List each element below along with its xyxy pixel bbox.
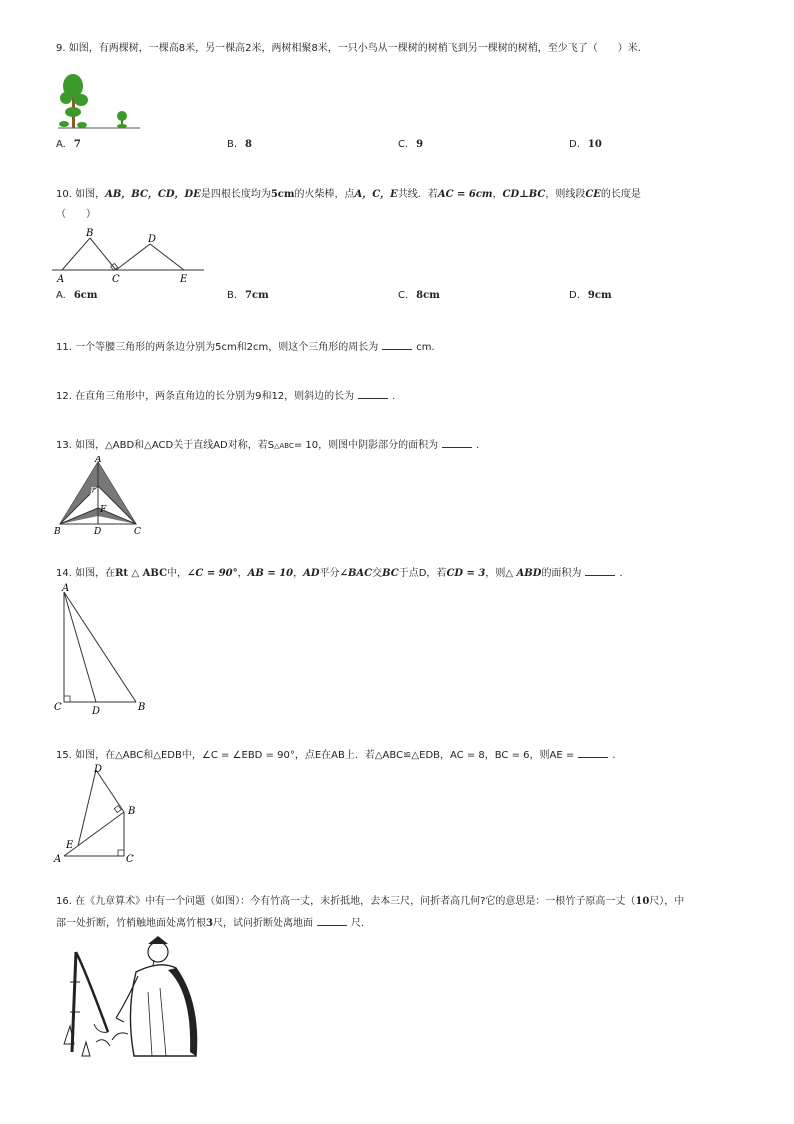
svg-text:E: E xyxy=(66,840,74,851)
q10-paren: （ ） xyxy=(56,209,96,220)
q10-option-c[interactable]: C. 8cm xyxy=(398,290,440,301)
svg-text:D: D xyxy=(92,706,101,717)
q15-answer-blank[interactable] xyxy=(578,748,608,758)
q9-option-a[interactable]: A. 7 xyxy=(56,139,81,150)
svg-text:E: E xyxy=(90,487,97,497)
svg-text:C: C xyxy=(134,527,141,537)
q15-congruent-triangles-figure xyxy=(52,762,148,866)
q10-option-a[interactable]: A. 6cm xyxy=(56,290,98,301)
q16-answer-blank[interactable] xyxy=(317,916,347,926)
q10-text: 10. 如图，AB，BC，CD，DE是四根长度均为5cm的火柴棒，点A，C，E共线．若AC = 6cm，CD⊥BC，则线段CE的长度是 xyxy=(56,189,641,200)
bamboo-scholar-illustration xyxy=(56,932,204,1060)
q13-answer-blank[interactable] xyxy=(442,438,472,448)
q11-answer-blank[interactable] xyxy=(382,340,412,350)
svg-text:C: C xyxy=(126,854,134,865)
q10-option-d[interactable]: D. 9cm xyxy=(569,290,612,301)
label-E: E xyxy=(180,274,188,285)
q12-text: 12. 在直角三角形中，两条直角边的长分别为9和12，则斜边的长为 . xyxy=(56,391,396,402)
label-B: B xyxy=(86,228,94,239)
q9-option-c[interactable]: C. 9 xyxy=(398,139,424,150)
label-D: D xyxy=(148,234,157,245)
svg-text:A: A xyxy=(95,456,102,465)
svg-text:B: B xyxy=(128,806,136,817)
svg-text:A: A xyxy=(54,854,62,865)
q9-option-d[interactable]: D. 10 xyxy=(569,139,602,150)
svg-text:F: F xyxy=(100,505,107,515)
q10-matchstick-figure xyxy=(52,224,208,286)
q10-option-b[interactable]: B. 7cm xyxy=(227,290,269,301)
q11-text: 11. 一个等腰三角形的两条边分别为5cm和2cm，则这个三角形的周长为 cm. xyxy=(56,342,435,353)
svg-text:D: D xyxy=(94,527,102,537)
q12-answer-blank[interactable] xyxy=(358,389,388,399)
q14-right-triangle-figure xyxy=(52,582,156,718)
q14-text: 14. 如图，在Rt △ ABC中，∠C = 90°，AB = 10，AD平分∠BAC交BC于点D，若CD = 3，则△ ABD的面积为 . xyxy=(56,568,623,579)
q9-text: 9. 如图，有两棵树，一棵高8米，另一棵高2米，两树相聚8米，一只小鸟从一棵树的树梢飞到另一棵树的树梢，至少飞了（ ）米. xyxy=(56,43,641,54)
svg-text:B: B xyxy=(138,702,146,713)
label-A: A xyxy=(57,274,65,285)
svg-text:D: D xyxy=(94,764,103,775)
svg-text:A: A xyxy=(62,583,70,594)
q16-line1: 16. 在《九章算术》中有一个问题（如图）：今有竹高一丈，末折抵地，去本三尺，问折者高几何?它的意思是：一根竹子原高一丈（10尺），中 xyxy=(56,896,685,907)
q16-line2: 部一处折断，竹梢触地面处离竹根3尺，试问折断处离地面 尺. xyxy=(56,918,365,929)
svg-text:C: C xyxy=(54,702,62,713)
svg-text:B: B xyxy=(54,527,61,537)
trees-illustration xyxy=(56,64,146,134)
q14-answer-blank[interactable] xyxy=(585,566,615,576)
q13-shaded-triangle-figure xyxy=(52,456,148,538)
q9-option-b[interactable]: B. 8 xyxy=(227,139,253,150)
label-C: C xyxy=(112,274,120,285)
q15-text: 15. 如图，在△ABC和△EDB中，∠C = ∠EBD = 90°，点E在AB上．若△ABC≌△EDB，AC = 8，BC = 6，则AE = . xyxy=(56,750,616,761)
q13-text: 13. 如图，△ABD和△ACD关于直线AD对称，若S△ABC= 10，则图中阴影部分的面积为 . xyxy=(56,440,480,451)
